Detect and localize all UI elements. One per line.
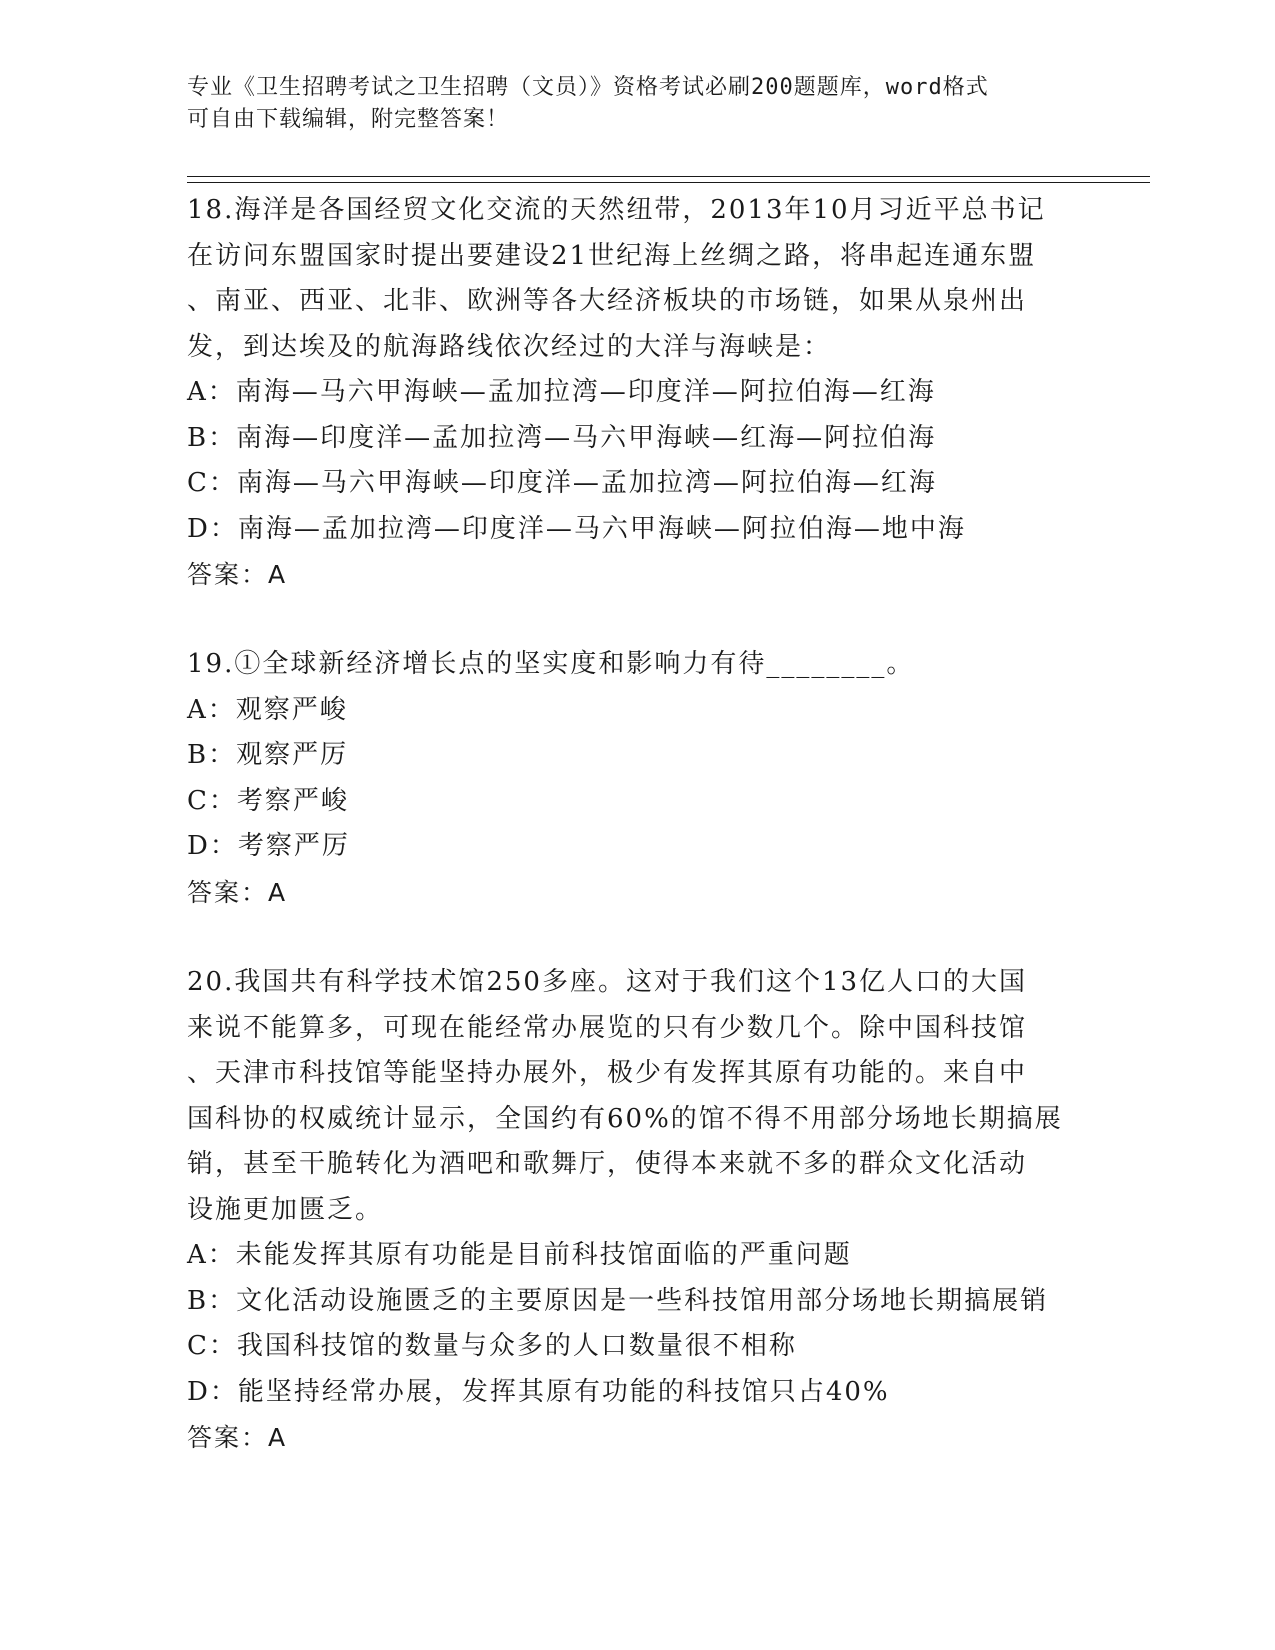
question-19 (187, 642, 1087, 915)
document-header (187, 72, 1067, 136)
question-text-line: 19.①全球新经济增长点的坚实度和影响力有待________。 (187, 649, 915, 679)
question-text-line: 、南亚、西亚、北非、欧洲等各大经济板块的市场链，如果从泉州出 (187, 286, 1028, 316)
question-18 (187, 188, 1087, 598)
question-text-line: 、天津市科技馆等能坚持办展外，极少有发挥其原有功能的。来自中 (187, 1058, 1028, 1088)
question-text-line: 发，到达埃及的航海路线依次经过的大洋与海峡是： (187, 331, 832, 362)
question-text-line: 在访问东盟国家时提出要建设21世纪海上丝绸之路，将串起连通东盟 (187, 240, 1037, 271)
question-20 (187, 960, 1087, 1461)
option-a: A：未能发挥其原有功能是目前科技馆面临的严重问题 (187, 1240, 852, 1270)
option-b: B：南海—印度洋—孟加拉湾—马六甲海峡—红海—阿拉伯海 (187, 422, 937, 453)
header-line-2: 可自由下载编辑，附完整答案！ (187, 107, 510, 132)
answer: 答案：A (187, 877, 288, 907)
question-text-line: 设施更加匮乏。 (187, 1194, 384, 1225)
option-d: D：考察严厉 (187, 831, 350, 861)
option-c: C：考察严峻 (187, 785, 349, 816)
header-divider-top (187, 176, 1150, 177)
option-c: C：我国科技馆的数量与众多的人口数量很不相称 (187, 1331, 797, 1361)
question-text-line: 销，甚至干脆转化为酒吧和歌舞厅，使得本来就不多的群众文化活动 (187, 1149, 1028, 1179)
option-a: A：南海—马六甲海峡—孟加拉湾—印度洋—阿拉伯海—红海 (187, 377, 936, 407)
option-d: D：能坚持经常办展，发挥其原有功能的科技馆只占40% (187, 1376, 890, 1407)
header-line-1: 专业《卫生招聘考试之卫生招聘（文员）》资格考试必刷200题题库，word格式 (187, 75, 989, 100)
question-text-line: 18.海洋是各国经贸文化交流的天然纽带，2013年10月习近平总书记 (187, 195, 1046, 225)
option-a: A：观察严峻 (187, 694, 348, 725)
header-divider-bottom (187, 182, 1150, 183)
option-b: B：观察严厉 (187, 740, 349, 770)
question-text-line: 来说不能算多，可现在能经常办展览的只有少数几个。除中国科技馆 (187, 1012, 1028, 1043)
option-b: B：文化活动设施匮乏的主要原因是一些科技馆用部分场地长期搞展销 (187, 1285, 1049, 1316)
option-c: C：南海—马六甲海峡—印度洋—孟加拉湾—阿拉伯海—红海 (187, 468, 937, 498)
option-d: D：南海—孟加拉湾—印度洋—马六甲海峡—阿拉伯海—地中海 (187, 513, 966, 544)
question-text-line: 20.我国共有科学技术馆250多座。这对于我们这个13亿人口的大国 (187, 967, 1028, 997)
answer: 答案：A (187, 1423, 288, 1452)
question-text-line: 国科协的权威统计显示，全国约有60%的馆不得不用部分场地长期搞展 (187, 1103, 1063, 1134)
answer: 答案：A (187, 560, 288, 589)
